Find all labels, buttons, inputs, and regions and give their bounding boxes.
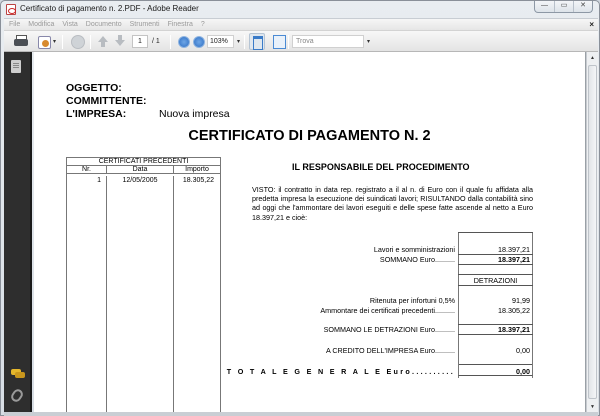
cell-importo: 18.305,22 — [182, 177, 214, 184]
collaborate-dropdown-caret[interactable]: ▾ — [53, 39, 57, 45]
menu-bar — [4, 18, 598, 30]
scrollbar-thumb[interactable] — [588, 65, 597, 399]
page-number-input[interactable]: 1 — [132, 35, 148, 48]
divider — [458, 285, 533, 286]
scroll-down-arrow-icon[interactable]: ▼ — [590, 404, 595, 410]
ritenuta-label: Ritenuta per infortuni 0,5% — [369, 296, 455, 305]
divider — [458, 334, 533, 335]
lavori-value: 18.397,21 — [498, 245, 530, 254]
next-page-icon[interactable] — [114, 34, 126, 49]
impresa-value: Nuova impresa — [159, 108, 230, 120]
vertical-scrollbar[interactable] — [586, 52, 598, 413]
sommano-detrazioni-label: SOMMANO LE DETRAZIONI Euro.......... — [323, 325, 455, 334]
web-icon[interactable] — [70, 34, 84, 49]
navigation-panel — [4, 52, 32, 413]
fit-page-icon[interactable] — [249, 33, 265, 50]
status-bar — [4, 412, 598, 416]
committente-label: COMMITTENTE: — [66, 95, 147, 107]
sommano-detrazioni-value: 18.397,21 — [498, 325, 530, 334]
zoom-dropdown-caret[interactable]: ▾ — [237, 39, 241, 45]
toolbar-separator — [244, 35, 245, 49]
window-title: Certificato di pagamento n. 2.PDF - Adobe Reader — [20, 4, 199, 13]
restore-button[interactable]: ▭ — [554, 1, 573, 12]
sommano-label: SOMMANO Euro.......... — [379, 255, 455, 264]
close-button[interactable]: ✕ — [573, 1, 592, 12]
ammontare-value: 18.305,22 — [498, 306, 530, 315]
full-screen-icon[interactable] — [272, 34, 285, 49]
pages-icon[interactable] — [11, 60, 21, 73]
page-total: / 1 — [152, 38, 160, 45]
print-icon[interactable] — [14, 34, 28, 49]
menu-modifica[interactable]: Modifica — [28, 21, 55, 28]
ammontare-label: Ammontare dei certificati precedenti.......... — [320, 306, 455, 315]
credito-label: A CREDITO DELL'IMPRESA Euro.......... — [325, 346, 455, 355]
menu-strumenti[interactable]: Strumenti — [129, 21, 160, 28]
toolbar — [4, 30, 598, 52]
attachment-icon[interactable] — [9, 387, 25, 403]
previous-certificates-caption: CERTIFICATI PRECEDENTI — [67, 158, 220, 166]
window-controls — [534, 1, 593, 13]
cell-nr: 1 — [67, 176, 107, 413]
document-title: CERTIFICATO DI PAGAMENTO N. 2 — [188, 128, 431, 144]
impresa-label: L'IMPRESA: — [66, 108, 127, 120]
close-document-icon[interactable]: × — [589, 20, 594, 29]
column-importo: Importo — [185, 166, 209, 173]
zoom-level-input[interactable]: 103% — [207, 35, 234, 48]
scroll-up-arrow-icon[interactable]: ▲ — [590, 55, 595, 61]
menu-finestra[interactable]: Finestra — [167, 21, 193, 28]
column-data: Data — [107, 166, 174, 173]
document-viewport — [34, 52, 586, 413]
toolbar-separator — [62, 35, 63, 49]
collaborate-icon[interactable] — [37, 34, 51, 49]
oggetto-label: OGGETTO: — [66, 82, 122, 94]
zoom-in-icon[interactable] — [192, 34, 204, 49]
menu-vista[interactable]: Vista — [62, 21, 78, 28]
toolbar-separator — [90, 35, 91, 49]
ritenuta-value: 91,99 — [512, 296, 530, 305]
previous-page-icon[interactable] — [97, 34, 109, 49]
column-nr: Nr. — [67, 166, 107, 173]
cell-data: 12/05/2005 — [107, 176, 174, 413]
divider — [458, 264, 533, 265]
totale-value: 0,00 — [516, 367, 530, 376]
zoom-out-icon[interactable] — [177, 34, 189, 49]
toolbar-separator — [170, 35, 171, 49]
find-input[interactable]: Trova — [292, 35, 364, 48]
previous-certificates-table — [66, 157, 221, 413]
table-row — [67, 176, 220, 413]
visto-paragraph: VISTO: il contratto in data rep. registrato a il al n. di Euro con il quale fu affidata alla predetta impresa la esecuzione dei suindicati lavori; RISULTANDO dalla contabilità sino ad oggi che l'ammontare dei lavori eseguiti e delle spese fatte ascende al netto a Euro 18.397,21 e cioè: — [252, 185, 533, 222]
menu-help[interactable]: ? — [200, 21, 205, 28]
table-header — [67, 166, 220, 174]
pdf-page — [34, 52, 585, 413]
minimize-button[interactable]: — — [541, 2, 548, 9]
lavori-label: Lavori e somministrazioni — [373, 245, 455, 254]
pdf-app-icon — [6, 4, 16, 15]
totale-label: T O T A L E G E N E R A L E Euro.......... — [226, 367, 455, 376]
divider — [458, 232, 533, 233]
credito-value: 0,00 — [516, 346, 530, 355]
find-dropdown-caret[interactable]: ▾ — [367, 39, 371, 45]
title-bar — [1, 1, 599, 18]
divider — [458, 274, 533, 275]
responsabile-title: IL RESPONSABILE DEL PROCEDIMENTO — [292, 162, 470, 172]
toolbar-separator — [288, 35, 289, 49]
menu-file[interactable]: File — [9, 21, 21, 28]
sommano-value: 18.397,21 — [498, 255, 530, 264]
menu-documento[interactable]: Documento — [85, 21, 122, 28]
comments-icon[interactable] — [11, 369, 25, 379]
detrazioni-header: DETRAZIONI — [473, 276, 518, 285]
